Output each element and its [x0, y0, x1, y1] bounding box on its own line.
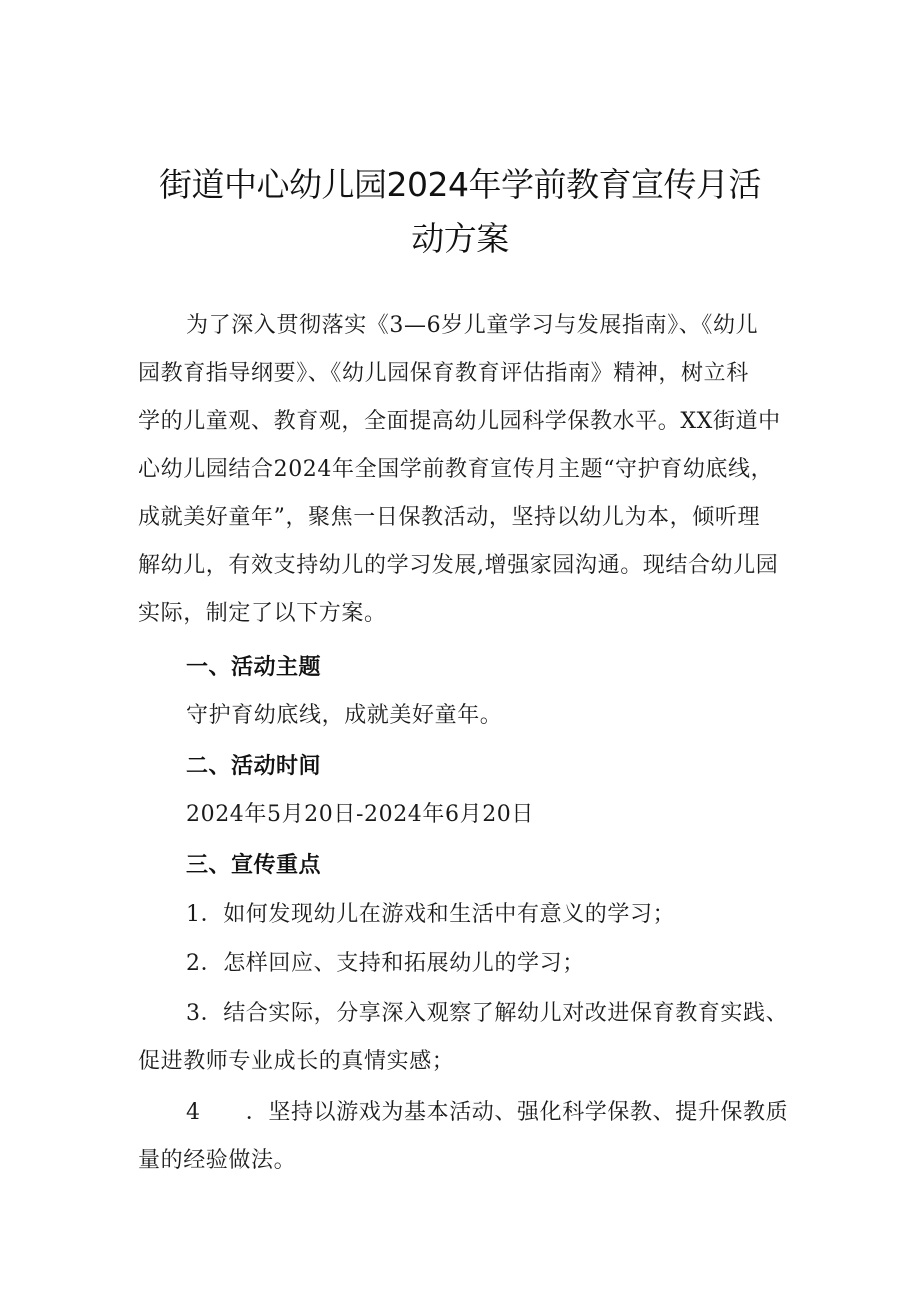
focus-item-4-line-1: 4 ．坚持以游戏为基本活动、强化科学保教、提升保教质 — [186, 1100, 789, 1125]
focus-item-1: 1．如何发现幼儿在游戏和生活中有意义的学习； — [186, 902, 676, 927]
section-text-theme: 守护育幼底线，成就美好童年。 — [186, 703, 503, 728]
intro-line: 心幼儿园结合2024年全国学前教育宣传月主题“守护育幼底线， — [138, 457, 774, 482]
intro-paragraph — [138, 302, 798, 638]
intro-line: 学的儿童观、教育观，全面提高幼儿园科学保教水平。XX街道中 — [138, 409, 781, 434]
section-heading-focus: 三、宣传重点 — [186, 853, 322, 878]
focus-item-4-line-2: 量的经验做法。 — [138, 1148, 297, 1173]
focus-item-3-line-2: 促进教师专业成长的真情实感； — [138, 1049, 455, 1074]
section-heading-time: 二、活动时间 — [186, 754, 322, 779]
focus-item-2: 2．怎样回应、支持和拓展幼儿的学习； — [186, 951, 585, 976]
section-heading-theme: 一、活动主题 — [186, 655, 322, 680]
intro-line: 解幼儿，有效支持幼儿的学习发展,增强家园沟通。现结合幼儿园 — [138, 553, 779, 578]
focus-item-3-line-1: 3．结合实际，分享深入观察了解幼儿对改进保育教育实践、 — [186, 1001, 789, 1026]
intro-line: 实际，制定了以下方案。 — [138, 601, 387, 626]
intro-line: 园教育指导纲要》、《幼儿园保育教育评估指南》精神，树立科 — [138, 361, 749, 386]
section-text-time: 2024年5月20日-2024年6月20日 — [186, 802, 534, 827]
document-title-line-1: 街道中心幼儿园2024年学前教育宣传月活 — [159, 165, 761, 204]
document-title-line-2: 动方案 — [411, 219, 509, 258]
intro-line: 成就美好童年”，聚焦一日保教活动，坚持以幼儿为本，倾听理 — [138, 505, 761, 530]
intro-line: 为了深入贯彻落实《3—6岁儿童学习与发展指南》、《幼儿 — [186, 313, 759, 338]
